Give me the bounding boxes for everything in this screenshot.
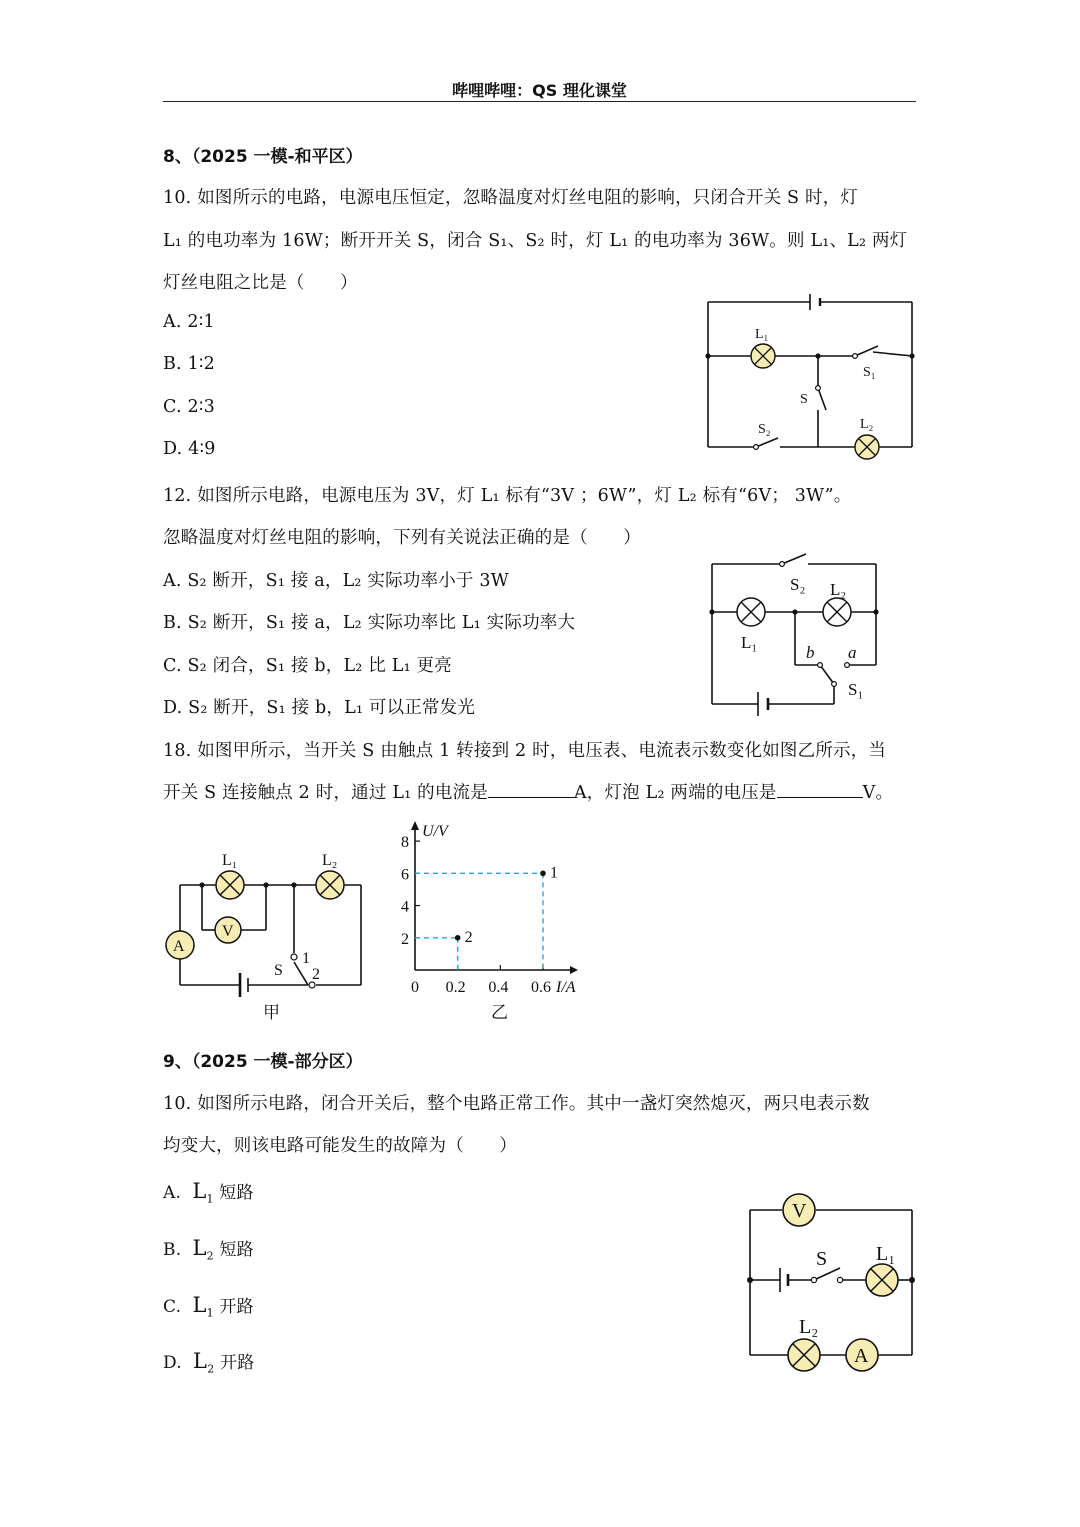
question-text: 均变大，则该电路可能发生的故障为（ ）	[163, 1136, 517, 1156]
question-text: 18. 如图甲所示，当开关 S 由触点 1 转接到 2 时，电压表、电流表示数变化如图乙所示，当	[163, 741, 887, 761]
question-text	[163, 779, 893, 804]
answer-option: D. S₂ 断开，S₁ 接 b，L₁ 可以正常发光	[163, 698, 476, 718]
lamp-L2-icon	[855, 435, 879, 459]
label-S1: S₁	[863, 365, 876, 380]
section-title: 8、（2025 一模-和平区）	[163, 147, 363, 167]
section-title: 9、（2025 一模-部分区）	[163, 1052, 363, 1072]
question-text: 忽略温度对灯丝电阻的影响，下列有关说法正确的是（ ）	[163, 528, 641, 548]
answer-option: A. 2∶1	[163, 312, 215, 332]
question-text: 10. 如图所示电路，闭合开关后，整个电路正常工作。其中一盏灯突然熄灭，两只电表示数	[163, 1094, 870, 1114]
label-L2: L₂	[830, 580, 847, 599]
y-tick-label: 6	[401, 866, 409, 884]
label-S: S	[816, 1248, 828, 1270]
answer-blank-1[interactable]	[488, 783, 574, 798]
answer-option: A. S₂ 断开，S₁ 接 a，L₂ 实际功率小于 3W	[163, 571, 509, 591]
answer-option: B. $L_2$ 短路	[163, 1236, 254, 1263]
label-A: A	[854, 1345, 869, 1367]
label-S2: S₂	[790, 575, 806, 594]
label-contact-1: 1	[302, 950, 310, 967]
y-tick-label: 2	[401, 930, 409, 948]
answer-option: C. 2∶3	[163, 397, 215, 417]
label-S: S	[274, 962, 283, 979]
lamp-L1-icon	[751, 344, 775, 368]
x-axis-label: I/A	[556, 979, 576, 996]
y-axis-label: U/V	[422, 823, 448, 840]
y-tick-label: 8	[401, 834, 409, 852]
label-L1: L₁	[755, 327, 769, 342]
label-A: A	[173, 938, 185, 955]
answer-option: B. 1∶2	[163, 354, 216, 374]
y-axis-arrow	[411, 821, 419, 830]
question-text-part: V。	[862, 783, 894, 803]
label-a: a	[848, 643, 857, 662]
answer-option: D. $L_2$ 开路	[163, 1349, 255, 1376]
lamp-L2-icon	[316, 871, 344, 899]
label-S: S	[800, 392, 808, 407]
label-S1: S₁	[848, 680, 864, 699]
data-point-label: 1	[550, 864, 558, 882]
x-tick-label: 0	[411, 979, 419, 996]
y-tick-label: 4	[401, 898, 409, 916]
page-header: 哔哩哔哩：QS 理化课堂	[452, 81, 627, 100]
u-i-graph	[380, 815, 600, 1030]
lamp-L1-icon	[216, 871, 244, 899]
x-tick-label: 0.2	[445, 979, 466, 996]
lamp-L1-icon	[737, 598, 765, 626]
answer-option: D. 4∶9	[163, 439, 216, 459]
circuit-diagram-q10b	[742, 1190, 922, 1380]
caption-yi: 乙	[491, 1003, 508, 1022]
circuit-diagram-q10a	[700, 290, 925, 465]
question-text: 10. 如图所示的电路，电源电压恒定，忽略温度对灯丝电阻的影响，只闭合开关 S 时，灯	[163, 188, 859, 208]
x-axis-arrow	[570, 966, 578, 974]
answer-option: B. S₂ 断开，S₁ 接 a，L₂ 实际功率比 L₁ 实际功率大	[163, 613, 576, 633]
label-L2: L₂	[322, 852, 338, 869]
circuit-diagram-jia	[160, 845, 375, 1025]
caption-jia: 甲	[263, 1003, 280, 1022]
answer-option: C. S₂ 闭合，S₁ 接 b，L₂ 比 L₁ 更亮	[163, 656, 452, 676]
data-point	[540, 871, 546, 877]
question-text-part: A，灯泡 L₂ 两端的电压是	[573, 783, 777, 803]
label-V: V	[222, 923, 234, 940]
question-text: 灯丝电阻之比是（ ）	[163, 273, 358, 293]
label-L1: L₁	[741, 633, 758, 652]
x-tick-label: 0.6	[531, 979, 551, 996]
question-text: L₁ 的电功率为 16W；断开开关 S，闭合 S₁、S₂ 时，灯 L₁ 的电功率为 36W。则 L₁、L₂ 两灯	[163, 231, 908, 251]
header-divider	[163, 101, 916, 102]
answer-option: A. $L_1$ 短路	[163, 1179, 254, 1206]
question-text: 12. 如图所示电路，电源电压为 3V，灯 L₁ 标有“3V ；6W”，灯 L₂ 标有“6V； 3W”。	[163, 486, 852, 506]
data-point-label: 2	[464, 928, 473, 946]
label-b: b	[806, 643, 815, 662]
label-V: V	[792, 1200, 807, 1222]
answer-blank-2[interactable]	[777, 783, 863, 798]
label-L1: L₁	[222, 852, 238, 869]
label-L2: L₂	[860, 417, 874, 432]
answer-option: C. $L_1$ 开路	[163, 1293, 254, 1320]
circuit-diagram-q12	[700, 550, 890, 725]
lamp-L2-icon	[788, 1339, 820, 1371]
label-contact-2: 2	[312, 966, 320, 983]
lamp-L2-icon	[823, 598, 851, 626]
lamp-L1-icon	[866, 1264, 898, 1296]
question-text-part: 开关 S 连接触点 2 时，通过 L₁ 的电流是	[163, 783, 488, 803]
label-L2: L₂	[799, 1316, 819, 1338]
data-point	[455, 935, 461, 941]
label-S2: S₂	[758, 422, 771, 437]
label-L1: L₁	[876, 1243, 896, 1265]
x-tick-label: 0.4	[488, 979, 509, 996]
